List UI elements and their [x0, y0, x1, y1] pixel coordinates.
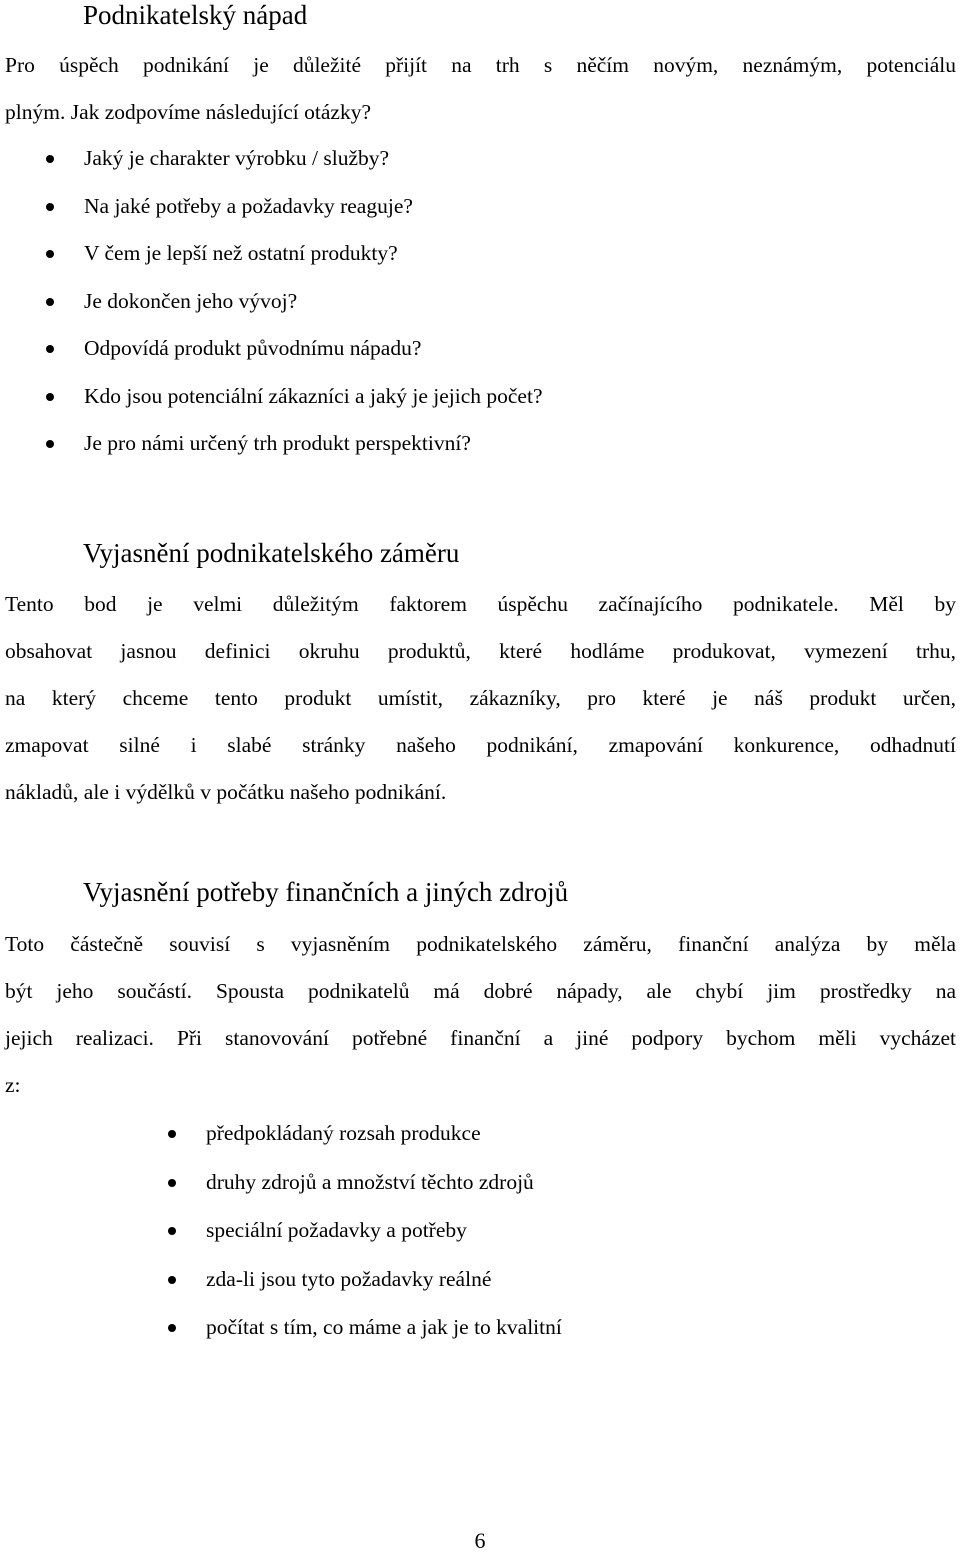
paragraph-line: z: [5, 1073, 21, 1097]
list-item [84, 325, 542, 373]
list-item [84, 230, 542, 278]
bullet-icon [46, 345, 54, 353]
list-item [206, 1303, 562, 1352]
list-item-text: V čem je lepší než ostatní produkty? [84, 241, 398, 265]
paragraph-line: jejich realizaci. Při stanovování potřebné finanční a jiné podpory bychom měli vycházet [5, 1026, 956, 1050]
list-item [206, 1109, 562, 1158]
paragraph-line: zmapovat silné i slabé stránky našeho podnikání, zmapování konkurence, odhadnutí [5, 733, 956, 757]
list-item [84, 135, 542, 183]
list-item-text: Je dokončen jeho vývoj? [84, 288, 298, 313]
list-item [206, 1206, 562, 1255]
list-item [84, 278, 542, 326]
list-item-text: počítat s tím, co máme a jak je to kvalitní [206, 1315, 562, 1339]
list-item [84, 420, 542, 468]
paragraph-line: na který chceme tento produkt umístit, zákazníky, pro které je náš produkt určen, [5, 686, 956, 710]
list-item [206, 1158, 562, 1207]
list-item [84, 373, 542, 421]
bullet-icon [46, 298, 54, 306]
business-plan-paragraph [5, 581, 956, 816]
intro-paragraph [5, 42, 956, 136]
list-item [206, 1255, 562, 1304]
bullet-icon [168, 1227, 176, 1235]
heading-financial-resources: Vyjasnění potřeby finančních a jiných zdrojů [83, 877, 569, 907]
financial-paragraph [5, 921, 956, 1109]
resources-list [206, 1109, 562, 1352]
paragraph-line: být jeho součástí. Spousta podnikatelů má dobré nápady, ale chybí jim prostředky na [5, 979, 956, 1003]
intro-line: Pro úspěch podnikání je důležité přijít na trh s něčím novým, neznámým, potenciálu [5, 53, 956, 77]
list-item-text: Jaký je charakter výrobku / služby? [84, 146, 390, 170]
bullet-icon [168, 1179, 176, 1187]
bullet-icon [46, 250, 54, 258]
list-item-text: Na jaké potřeby a požadavky reaguje? [84, 193, 413, 218]
intro-line: plným. Jak zodpovíme následující otázky? [5, 100, 372, 124]
list-item-text: speciální požadavky a potřeby [206, 1218, 467, 1242]
bullet-icon [46, 440, 54, 448]
heading-business-plan: Vyjasnění podnikatelského záměru [83, 538, 460, 568]
bullet-icon [46, 155, 54, 163]
bullet-icon [46, 393, 54, 401]
paragraph-line: obsahovat jasnou definici okruhu produktů, které hodláme produkovat, vymezení trhu, [5, 639, 956, 663]
bullet-icon [168, 1130, 176, 1138]
list-item-text: předpokládaný rozsah produkce [206, 1121, 481, 1145]
questions-list [84, 135, 542, 468]
bullet-icon [168, 1276, 176, 1284]
heading-business-idea: Podnikatelský nápad [83, 0, 308, 30]
paragraph-line: Tento bod je velmi důležitým faktorem úspěchu začínajícího podnikatele. Měl by [5, 592, 956, 616]
list-item-text: zda-li jsou tyto požadavky reálné [206, 1266, 492, 1291]
list-item [84, 183, 542, 231]
list-item-text: Kdo jsou potenciální zákazníci a jaký je jejich počet? [84, 383, 543, 408]
paragraph-line: nákladů, ale i výdělků v počátku našeho podnikání. [5, 780, 447, 804]
list-item-text: druhy zdrojů a množství těchto zdrojů [206, 1169, 534, 1194]
list-item-text: Je pro námi určený trh produkt perspektivní? [84, 431, 471, 455]
page-number: 6 [474, 1528, 486, 1553]
paragraph-line: Toto částečně souvisí s vyjasněním podnikatelského záměru, finanční analýza by měla [5, 932, 956, 956]
bullet-icon [168, 1324, 176, 1332]
list-item-text: Odpovídá produkt původnímu nápadu? [84, 336, 422, 360]
bullet-icon [46, 203, 54, 211]
